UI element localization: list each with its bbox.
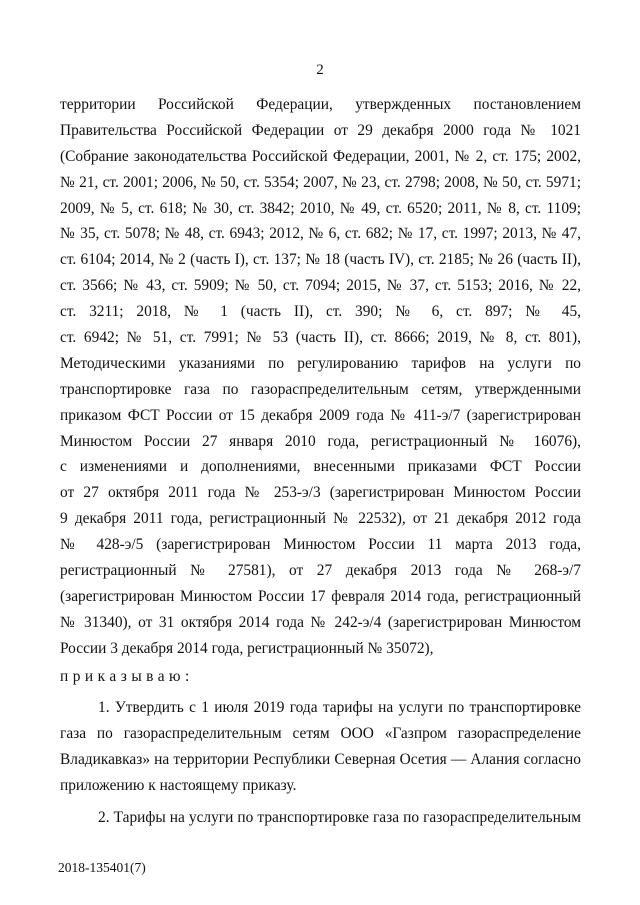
document-body bbox=[60, 92, 581, 831]
text-line: № 21, ст. 2001; 2006, № 50, ст. 5354; 2007, № 23, ст. 2798; 2008, № 50, ст. 5971; bbox=[60, 173, 581, 191]
text-line: Правительства Российской Федерации от 29 декабря 2000 года № 1021 bbox=[60, 121, 581, 139]
item-1-line: приложению к настоящему приказу. bbox=[60, 777, 297, 795]
text-line: ст. 6104; 2014, № 2 (часть I), ст. 137; № 18 (часть IV), ст. 2185; № 26 (часть II), bbox=[60, 251, 581, 269]
item-1-line: 1. Утвердить с 1 июля 2019 года тарифы на услуги по транспортировке bbox=[98, 699, 581, 717]
text-line: (Собрание законодательства Российской Федерации, 2001, № 2, ст. 175; 2002, bbox=[60, 147, 581, 165]
document-code: 2018-135401(7) bbox=[58, 860, 146, 875]
text-line: ст. 3566; № 43, ст. 5909; № 50, ст. 7094; 2015, № 37, ст. 5153; 2016, № 22, bbox=[60, 277, 581, 295]
text-line: приказом ФСТ России от 15 декабря 2009 года № 411-э/7 (зарегистрирован bbox=[60, 406, 581, 424]
text-line: № 35, ст. 5078; № 48, ст. 6943; 2012, № 6, ст. 682; № 17, ст. 1997; 2013, № 47, bbox=[60, 225, 581, 243]
item-2-line: 2. Тарифы на услуги по транспортировке газа по газораспределительным bbox=[98, 809, 581, 827]
item-1-line: газа по газораспределительным сетям ООО «Газпром газораспределение bbox=[60, 725, 581, 743]
text-line: Минюстом России 27 января 2010 года, регистрационный № 16076), bbox=[60, 432, 581, 450]
text-line: № 31340), от 31 октября 2014 года № 242-э/4 (зарегистрирован Минюстом bbox=[60, 613, 581, 631]
item-1-line: Владикавказ» на территории Республики Северная Осетия — Алания согласно bbox=[60, 751, 581, 769]
text-line: территории Российской Федерации, утвержденных постановлением bbox=[60, 96, 581, 113]
text-line: с изменениями и дополнениями, внесенными приказами ФСТ России bbox=[60, 458, 581, 476]
page-number: 2 bbox=[316, 62, 324, 78]
text-line: от 27 октября 2011 года № 253-э/3 (зарегистрирован Минюстом России bbox=[60, 484, 581, 502]
order-word: приказываю: bbox=[60, 667, 194, 685]
text-line: транспортировке газа по газораспределительным сетям, утвержденными bbox=[60, 380, 581, 398]
text-line: 9 декабря 2011 года, регистрационный № 22532), от 21 декабря 2012 года bbox=[60, 510, 581, 528]
text-line: ст. 6942; № 51, ст. 7991; № 53 (часть II), ст. 8666; 2019, № 8, ст. 801), bbox=[60, 329, 581, 347]
text-line: № 428-э/5 (зарегистрирован Минюстом России 11 марта 2013 года, bbox=[60, 536, 581, 554]
text-line: Методическими указаниями по регулированию тарифов на услуги по bbox=[60, 354, 581, 372]
text-line: ст. 3211; 2018, № 1 (часть II), ст. 390; № 6, ст. 897; № 45, bbox=[60, 303, 581, 321]
text-line: регистрационный № 27581), от 27 декабря 2013 года № 268-э/7 bbox=[60, 562, 581, 580]
text-line: (зарегистрирован Минюстом России 17 февраля 2014 года, регистрационный bbox=[60, 587, 581, 605]
text-line: России 3 декабря 2014 года, регистрационный № 35072), bbox=[60, 639, 434, 657]
text-line: 2009, № 5, ст. 618; № 30, ст. 3842; 2010, № 49, ст. 6520; 2011, № 8, ст. 1109; bbox=[60, 199, 581, 217]
